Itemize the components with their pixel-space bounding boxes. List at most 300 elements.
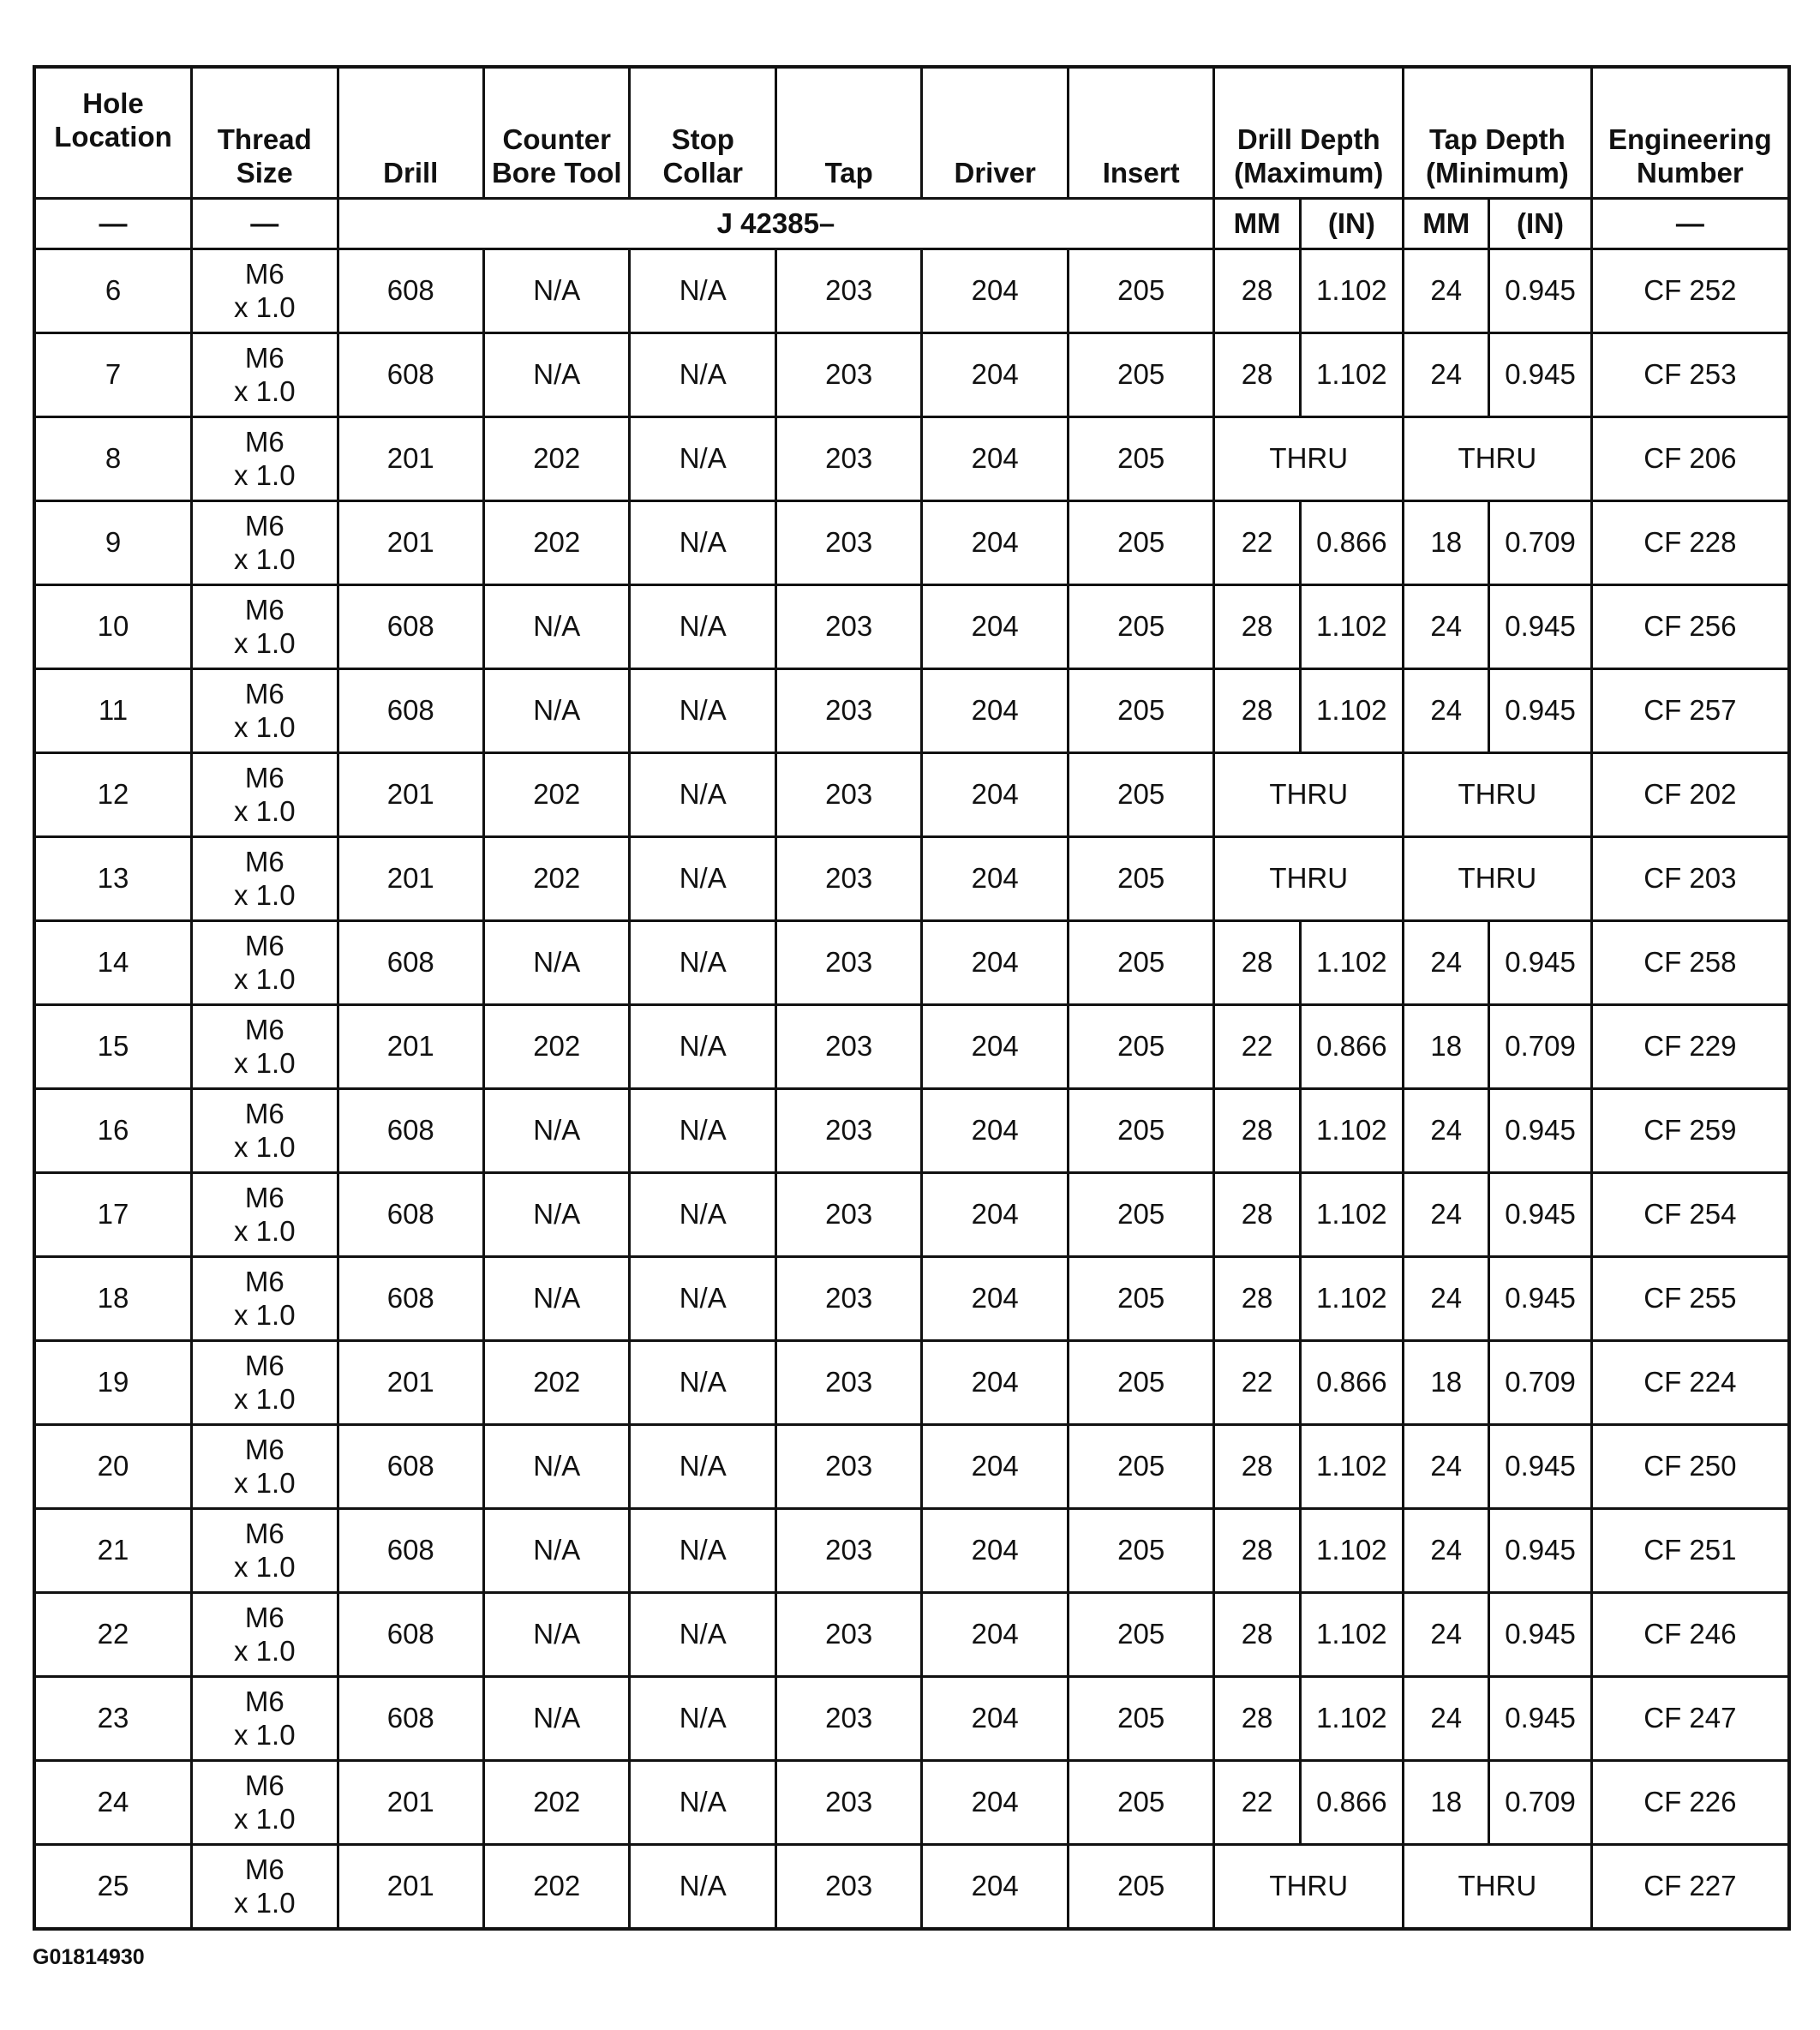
thread-line: x 1.0	[234, 1130, 296, 1163]
cell-counter-bore-tool: N/A	[484, 921, 630, 1005]
cell-tap-depth-mm: 24	[1404, 1173, 1489, 1257]
header-drill: Drill	[338, 67, 483, 199]
cell-tap-depth-thru: THRU	[1404, 1845, 1592, 1930]
cell-drill-depth-mm: 28	[1214, 1257, 1300, 1341]
table-row	[34, 1761, 1789, 1845]
cell-drill-depth-mm: 22	[1214, 1341, 1300, 1425]
cell-stop-collar: N/A	[630, 501, 775, 585]
cell-insert: 205	[1068, 1845, 1213, 1930]
thread-line: M6	[244, 341, 284, 374]
thread-line: M6	[244, 1853, 284, 1885]
cell-stop-collar: N/A	[630, 585, 775, 669]
cell-tap-depth-in: 0.945	[1489, 249, 1591, 333]
thread-line: M6	[244, 509, 284, 542]
cell-driver: 204	[922, 1005, 1068, 1089]
cell-tap-depth-in: 0.945	[1489, 333, 1591, 417]
thread-line: M6	[244, 1349, 284, 1381]
cell-drill-depth-thru: THRU	[1214, 417, 1404, 501]
cell-driver: 204	[922, 1845, 1068, 1930]
cell-hole-location: 6	[34, 249, 192, 333]
cell-tap: 203	[775, 501, 921, 585]
thread-line: x 1.0	[234, 1046, 296, 1079]
cell-engineering-number: CF 251	[1591, 1509, 1789, 1593]
table-row	[34, 1509, 1789, 1593]
cell-counter-bore-tool: N/A	[484, 669, 630, 753]
cell-tap-depth-in: 0.945	[1489, 1425, 1591, 1509]
cell-drill-depth-mm: 28	[1214, 669, 1300, 753]
cell-stop-collar: N/A	[630, 1761, 775, 1845]
thread-line: M6	[244, 677, 284, 710]
thread-line: M6	[244, 1517, 284, 1549]
cell-drill-depth-thru: THRU	[1214, 1845, 1404, 1930]
cell-drill-depth-mm: 28	[1214, 585, 1300, 669]
cell-insert: 205	[1068, 1593, 1213, 1677]
cell-drill: 201	[338, 837, 483, 921]
cell-counter-bore-tool: 202	[484, 1341, 630, 1425]
cell-thread-size	[192, 669, 338, 753]
cell-hole-location: 10	[34, 585, 192, 669]
cell-counter-bore-tool: N/A	[484, 1509, 630, 1593]
cell-engineering-number: CF 254	[1591, 1173, 1789, 1257]
cell-thread-size	[192, 753, 338, 837]
cell-tap: 203	[775, 1509, 921, 1593]
thread-line: M6	[244, 1601, 284, 1633]
cell-drill: 608	[338, 921, 483, 1005]
table-row	[34, 1173, 1789, 1257]
cell-thread-size	[192, 1845, 338, 1930]
cell-tap-depth-in: 0.945	[1489, 1173, 1591, 1257]
cell-hole-location: 20	[34, 1425, 192, 1509]
cell-driver: 204	[922, 1341, 1068, 1425]
cell-tap-depth-mm: 24	[1404, 1509, 1489, 1593]
cell-tap-depth-in: 0.945	[1489, 1677, 1591, 1761]
cell-insert: 205	[1068, 753, 1213, 837]
thread-line: M6	[244, 1181, 284, 1213]
cell-tap-depth-mm: 24	[1404, 921, 1489, 1005]
subheader-row	[34, 199, 1789, 249]
cell-drill-depth-mm: 22	[1214, 1005, 1300, 1089]
cell-tap-depth-thru: THRU	[1404, 837, 1592, 921]
cell-tap-depth-mm: 18	[1404, 1341, 1489, 1425]
cell-driver: 204	[922, 1509, 1068, 1593]
header-tap: Tap	[775, 67, 921, 199]
table-row	[34, 1341, 1789, 1425]
cell-drill-depth-in: 1.102	[1300, 249, 1403, 333]
subheader-drill-mm: MM	[1214, 199, 1300, 249]
subheader-dash: —	[192, 199, 338, 249]
cell-tap-depth-mm: 24	[1404, 669, 1489, 753]
thread-line: x 1.0	[234, 1550, 296, 1583]
cell-drill-depth-mm: 28	[1214, 1593, 1300, 1677]
cell-drill: 608	[338, 1593, 483, 1677]
cell-insert: 205	[1068, 1173, 1213, 1257]
cell-thread-size	[192, 333, 338, 417]
cell-driver: 204	[922, 669, 1068, 753]
cell-stop-collar: N/A	[630, 1593, 775, 1677]
cell-drill: 201	[338, 1341, 483, 1425]
cell-tap: 203	[775, 1089, 921, 1173]
cell-tap-depth-thru: THRU	[1404, 753, 1592, 837]
cell-tap: 203	[775, 585, 921, 669]
thread-line: M6	[244, 1769, 284, 1801]
thread-line: M6	[244, 1097, 284, 1129]
cell-hole-location: 15	[34, 1005, 192, 1089]
cell-tap-depth-in: 0.945	[1489, 921, 1591, 1005]
thread-line: x 1.0	[234, 710, 296, 743]
cell-drill-depth-mm: 28	[1214, 1425, 1300, 1509]
cell-engineering-number: CF 226	[1591, 1761, 1789, 1845]
cell-stop-collar: N/A	[630, 249, 775, 333]
cell-tap: 203	[775, 1593, 921, 1677]
cell-tap-depth-in: 0.945	[1489, 1089, 1591, 1173]
header-engineering-number: Engineering Number	[1591, 67, 1789, 199]
subheader-drill-in: (IN)	[1300, 199, 1403, 249]
cell-tap: 203	[775, 921, 921, 1005]
cell-drill-depth-in: 1.102	[1300, 585, 1403, 669]
thread-line: x 1.0	[234, 458, 296, 491]
cell-drill-depth-in: 0.866	[1300, 1761, 1403, 1845]
header-stop-collar: Stop Collar	[630, 67, 775, 199]
cell-driver: 204	[922, 1173, 1068, 1257]
cell-stop-collar: N/A	[630, 333, 775, 417]
cell-counter-bore-tool: N/A	[484, 1593, 630, 1677]
table-row	[34, 501, 1789, 585]
thread-line: x 1.0	[234, 1802, 296, 1835]
cell-engineering-number: CF 224	[1591, 1341, 1789, 1425]
header-tap-depth: Tap Depth (Minimum)	[1404, 67, 1592, 199]
cell-thread-size	[192, 1341, 338, 1425]
cell-stop-collar: N/A	[630, 1089, 775, 1173]
thread-line: x 1.0	[234, 1718, 296, 1751]
tool-spec-table	[33, 65, 1791, 1931]
cell-engineering-number: CF 202	[1591, 753, 1789, 837]
cell-drill-depth-in: 1.102	[1300, 1425, 1403, 1509]
cell-hole-location: 13	[34, 837, 192, 921]
header-counter-bore-tool: Counter Bore Tool	[484, 67, 630, 199]
cell-thread-size	[192, 417, 338, 501]
cell-stop-collar: N/A	[630, 669, 775, 753]
cell-drill: 608	[338, 1425, 483, 1509]
cell-tap-depth-in: 0.709	[1489, 1341, 1591, 1425]
cell-drill-depth-in: 1.102	[1300, 333, 1403, 417]
table-row	[34, 837, 1789, 921]
table-row	[34, 1257, 1789, 1341]
cell-drill: 608	[338, 249, 483, 333]
cell-tap: 203	[775, 417, 921, 501]
cell-hole-location: 23	[34, 1677, 192, 1761]
cell-stop-collar: N/A	[630, 417, 775, 501]
figure-id: G01814930	[33, 1945, 145, 1969]
cell-stop-collar: N/A	[630, 1425, 775, 1509]
cell-tap: 203	[775, 753, 921, 837]
thread-line: x 1.0	[234, 794, 296, 827]
table-row	[34, 669, 1789, 753]
cell-tap-depth-mm: 18	[1404, 1005, 1489, 1089]
cell-insert: 205	[1068, 333, 1213, 417]
cell-insert: 205	[1068, 1089, 1213, 1173]
cell-drill-depth-thru: THRU	[1214, 753, 1404, 837]
cell-thread-size	[192, 1425, 338, 1509]
cell-tap-depth-mm: 24	[1404, 585, 1489, 669]
cell-thread-size	[192, 1677, 338, 1761]
cell-insert: 205	[1068, 837, 1213, 921]
thread-line: x 1.0	[234, 626, 296, 659]
subheader-dash: —	[1591, 199, 1789, 249]
cell-counter-bore-tool: 202	[484, 1005, 630, 1089]
cell-engineering-number: CF 259	[1591, 1089, 1789, 1173]
cell-drill: 608	[338, 333, 483, 417]
cell-tap: 203	[775, 1173, 921, 1257]
cell-insert: 205	[1068, 921, 1213, 1005]
cell-insert: 205	[1068, 669, 1213, 753]
thread-line: M6	[244, 425, 284, 458]
subheader-tool-prefix: J 42385–	[338, 199, 1214, 249]
header-driver: Driver	[922, 67, 1068, 199]
cell-drill-depth-in: 1.102	[1300, 921, 1403, 1005]
cell-drill: 608	[338, 1089, 483, 1173]
cell-driver: 204	[922, 585, 1068, 669]
cell-drill-depth-in: 1.102	[1300, 1173, 1403, 1257]
cell-engineering-number: CF 252	[1591, 249, 1789, 333]
cell-hole-location: 11	[34, 669, 192, 753]
cell-tap-depth-mm: 24	[1404, 1089, 1489, 1173]
cell-counter-bore-tool: N/A	[484, 1677, 630, 1761]
cell-hole-location: 17	[34, 1173, 192, 1257]
cell-drill: 608	[338, 1509, 483, 1593]
cell-hole-location: 8	[34, 417, 192, 501]
cell-hole-location: 25	[34, 1845, 192, 1930]
cell-counter-bore-tool: 202	[484, 501, 630, 585]
cell-drill: 201	[338, 1845, 483, 1930]
header-row	[34, 67, 1789, 199]
cell-thread-size	[192, 921, 338, 1005]
cell-thread-size	[192, 1089, 338, 1173]
cell-stop-collar: N/A	[630, 837, 775, 921]
cell-drill-depth-mm: 28	[1214, 1089, 1300, 1173]
cell-drill-depth-in: 0.866	[1300, 501, 1403, 585]
cell-stop-collar: N/A	[630, 1173, 775, 1257]
cell-driver: 204	[922, 921, 1068, 1005]
thread-line: M6	[244, 929, 284, 961]
cell-counter-bore-tool: N/A	[484, 249, 630, 333]
thread-line: x 1.0	[234, 290, 296, 323]
table-row	[34, 249, 1789, 333]
cell-hole-location: 18	[34, 1257, 192, 1341]
cell-drill: 608	[338, 1677, 483, 1761]
cell-thread-size	[192, 249, 338, 333]
cell-drill-depth-in: 1.102	[1300, 1593, 1403, 1677]
cell-tap: 203	[775, 1341, 921, 1425]
cell-engineering-number: CF 258	[1591, 921, 1789, 1005]
cell-drill-depth-in: 0.866	[1300, 1341, 1403, 1425]
cell-thread-size	[192, 501, 338, 585]
cell-drill-depth-in: 1.102	[1300, 1509, 1403, 1593]
cell-insert: 205	[1068, 1677, 1213, 1761]
cell-hole-location: 16	[34, 1089, 192, 1173]
cell-drill-depth-in: 1.102	[1300, 669, 1403, 753]
cell-counter-bore-tool: N/A	[484, 1257, 630, 1341]
cell-drill-depth-mm: 28	[1214, 921, 1300, 1005]
cell-tap-depth-mm: 24	[1404, 1257, 1489, 1341]
cell-tap-depth-in: 0.945	[1489, 669, 1591, 753]
cell-tap-depth-in: 0.709	[1489, 1761, 1591, 1845]
table-row	[34, 1005, 1789, 1089]
cell-stop-collar: N/A	[630, 1509, 775, 1593]
cell-thread-size	[192, 585, 338, 669]
thread-line: x 1.0	[234, 1466, 296, 1499]
cell-tap: 203	[775, 333, 921, 417]
cell-tap-depth-mm: 24	[1404, 1593, 1489, 1677]
cell-tap: 203	[775, 1005, 921, 1089]
table-row	[34, 417, 1789, 501]
thread-line: x 1.0	[234, 542, 296, 575]
table-row	[34, 1845, 1789, 1930]
cell-hole-location: 21	[34, 1509, 192, 1593]
cell-tap: 203	[775, 1845, 921, 1930]
thread-line: M6	[244, 1433, 284, 1465]
thread-line: M6	[244, 593, 284, 626]
cell-thread-size	[192, 1509, 338, 1593]
cell-insert: 205	[1068, 501, 1213, 585]
cell-counter-bore-tool: 202	[484, 837, 630, 921]
cell-drill: 201	[338, 1761, 483, 1845]
cell-driver: 204	[922, 1257, 1068, 1341]
cell-drill: 201	[338, 1005, 483, 1089]
subheader-tap-mm: MM	[1404, 199, 1489, 249]
subheader-tap-in: (IN)	[1489, 199, 1591, 249]
cell-stop-collar: N/A	[630, 1677, 775, 1761]
thread-line: x 1.0	[234, 962, 296, 995]
cell-hole-location: 9	[34, 501, 192, 585]
cell-insert: 205	[1068, 1341, 1213, 1425]
cell-drill: 608	[338, 1173, 483, 1257]
cell-counter-bore-tool: N/A	[484, 585, 630, 669]
cell-drill-depth-in: 1.102	[1300, 1089, 1403, 1173]
cell-tap-depth-thru: THRU	[1404, 417, 1592, 501]
cell-hole-location: 12	[34, 753, 192, 837]
cell-tap-depth-mm: 24	[1404, 1677, 1489, 1761]
table-row	[34, 1593, 1789, 1677]
cell-counter-bore-tool: N/A	[484, 1173, 630, 1257]
cell-drill-depth-in: 0.866	[1300, 1005, 1403, 1089]
cell-drill: 201	[338, 753, 483, 837]
cell-hole-location: 7	[34, 333, 192, 417]
header-hole-location: Hole Location	[34, 67, 192, 199]
thread-line: M6	[244, 761, 284, 793]
cell-drill-depth-in: 1.102	[1300, 1257, 1403, 1341]
cell-hole-location: 24	[34, 1761, 192, 1845]
table-row	[34, 1089, 1789, 1173]
table-row	[34, 753, 1789, 837]
cell-engineering-number: CF 257	[1591, 669, 1789, 753]
cell-driver: 204	[922, 1593, 1068, 1677]
cell-tap-depth-mm: 24	[1404, 333, 1489, 417]
cell-insert: 205	[1068, 1761, 1213, 1845]
cell-engineering-number: CF 247	[1591, 1677, 1789, 1761]
cell-stop-collar: N/A	[630, 1845, 775, 1930]
cell-stop-collar: N/A	[630, 921, 775, 1005]
thread-line: x 1.0	[234, 1214, 296, 1247]
cell-drill-depth-mm: 28	[1214, 1173, 1300, 1257]
thread-line: x 1.0	[234, 374, 296, 407]
cell-engineering-number: CF 253	[1591, 333, 1789, 417]
cell-drill-depth-mm: 28	[1214, 1677, 1300, 1761]
cell-tap: 203	[775, 669, 921, 753]
cell-insert: 205	[1068, 249, 1213, 333]
cell-drill-depth-mm: 28	[1214, 249, 1300, 333]
thread-line: x 1.0	[234, 1382, 296, 1415]
cell-tap-depth-mm: 24	[1404, 249, 1489, 333]
cell-drill-depth-in: 1.102	[1300, 1677, 1403, 1761]
cell-tap: 203	[775, 1257, 921, 1341]
cell-counter-bore-tool: N/A	[484, 333, 630, 417]
cell-counter-bore-tool: 202	[484, 417, 630, 501]
cell-insert: 205	[1068, 1425, 1213, 1509]
cell-tap: 203	[775, 249, 921, 333]
cell-counter-bore-tool: 202	[484, 1761, 630, 1845]
cell-drill: 608	[338, 669, 483, 753]
cell-tap-depth-in: 0.945	[1489, 1257, 1591, 1341]
cell-engineering-number: CF 228	[1591, 501, 1789, 585]
cell-drill-depth-mm: 28	[1214, 333, 1300, 417]
thread-line: x 1.0	[234, 878, 296, 911]
cell-insert: 205	[1068, 1257, 1213, 1341]
cell-drill: 608	[338, 585, 483, 669]
cell-hole-location: 19	[34, 1341, 192, 1425]
cell-insert: 205	[1068, 417, 1213, 501]
cell-tap: 203	[775, 837, 921, 921]
cell-driver: 204	[922, 1761, 1068, 1845]
cell-tap-depth-in: 0.945	[1489, 1593, 1591, 1677]
header-insert: Insert	[1068, 67, 1213, 199]
cell-insert: 205	[1068, 585, 1213, 669]
cell-driver: 204	[922, 1677, 1068, 1761]
cell-counter-bore-tool: N/A	[484, 1425, 630, 1509]
cell-driver: 204	[922, 333, 1068, 417]
header-thread-size: Thread Size	[192, 67, 338, 199]
cell-drill: 201	[338, 417, 483, 501]
table-row	[34, 921, 1789, 1005]
cell-stop-collar: N/A	[630, 1005, 775, 1089]
cell-tap-depth-mm: 24	[1404, 1425, 1489, 1509]
cell-drill: 201	[338, 501, 483, 585]
cell-tap: 203	[775, 1425, 921, 1509]
cell-driver: 204	[922, 1089, 1068, 1173]
cell-tap: 203	[775, 1677, 921, 1761]
cell-tap-depth-in: 0.709	[1489, 1005, 1591, 1089]
cell-engineering-number: CF 229	[1591, 1005, 1789, 1089]
cell-tap-depth-mm: 18	[1404, 1761, 1489, 1845]
cell-engineering-number: CF 255	[1591, 1257, 1789, 1341]
cell-thread-size	[192, 1173, 338, 1257]
cell-thread-size	[192, 1257, 338, 1341]
thread-line: x 1.0	[234, 1634, 296, 1667]
cell-tap-depth-mm: 18	[1404, 501, 1489, 585]
cell-hole-location: 22	[34, 1593, 192, 1677]
cell-counter-bore-tool: 202	[484, 1845, 630, 1930]
cell-insert: 205	[1068, 1005, 1213, 1089]
cell-engineering-number: CF 250	[1591, 1425, 1789, 1509]
thread-line: M6	[244, 1265, 284, 1297]
table-row	[34, 1677, 1789, 1761]
cell-thread-size	[192, 1005, 338, 1089]
cell-drill-depth-mm: 28	[1214, 1509, 1300, 1593]
cell-drill-depth-mm: 22	[1214, 1761, 1300, 1845]
cell-thread-size	[192, 1761, 338, 1845]
thread-line: M6	[244, 257, 284, 290]
thread-line: M6	[244, 845, 284, 877]
cell-drill: 608	[338, 1257, 483, 1341]
